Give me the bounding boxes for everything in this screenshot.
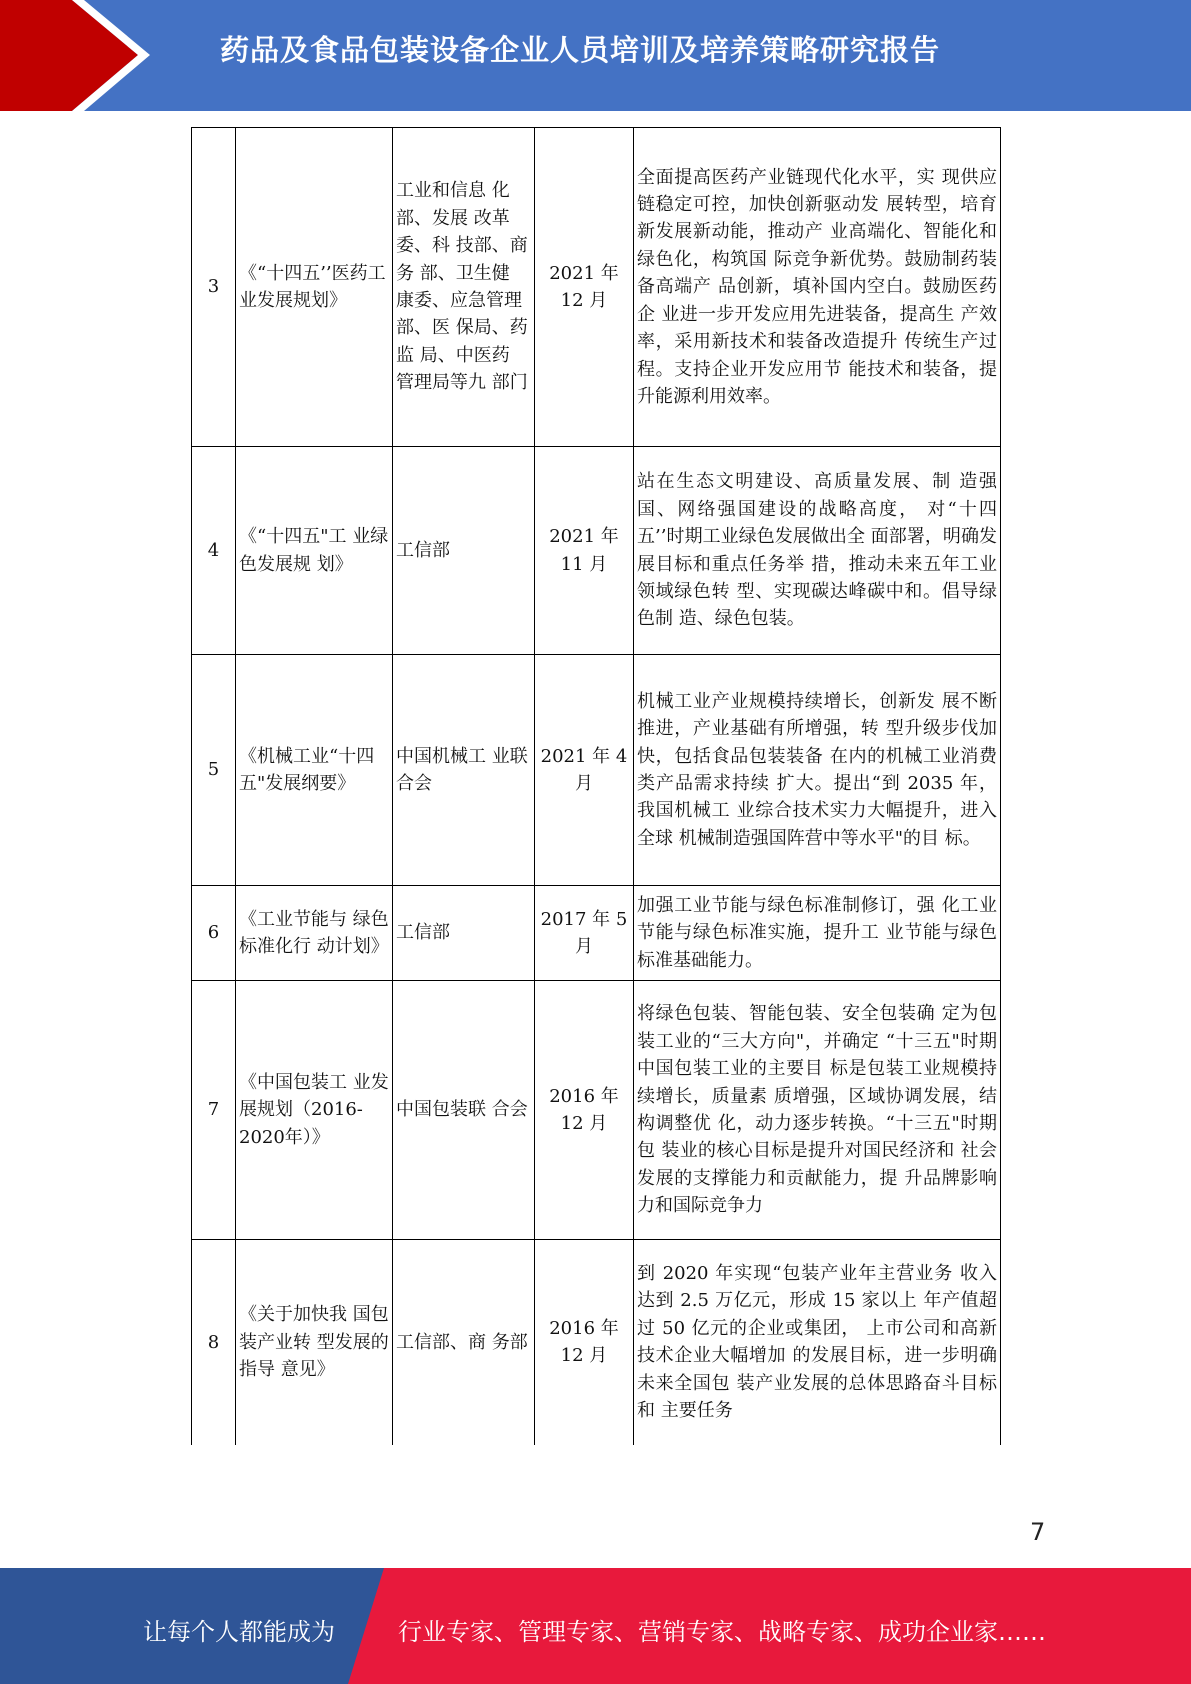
table-row [192, 1240, 1001, 1445]
policy-date: 2021 年 12 月 [535, 128, 634, 447]
policy-title: 《“十四五"工 业绿色发展规 划》 [236, 447, 393, 655]
footer-slogan-roles: 行业专家、管理专家、营销专家、战略专家、成功企业家…… [398, 1618, 1046, 1646]
policy-issuer: 工信部、商 务部 [393, 1240, 535, 1445]
policy-title: 《关于加快我 国包装产业转 型发展的指导 意见》 [236, 1240, 393, 1445]
policy-date: 2016 年 12 月 [535, 981, 634, 1240]
table-row [192, 886, 1001, 981]
policy-issuer: 工信部 [393, 886, 535, 981]
policy-issuer: 工业和信息 化部、发展 改革委、科 技部、商务 部、卫生健 康委、应急管理部、医 保局、药监 局、中医药 管理局等九 部门 [393, 128, 535, 447]
policy-content: 加强工业节能与绿色标准制修订，强 化工业节能与绿色标准实施，提升工 业节能与绿色标准基础能力。 [634, 886, 1001, 981]
table-row [192, 655, 1001, 886]
policy-title: 《工业节能与 绿色标准化行 动计划》 [236, 886, 393, 981]
policy-content: 机械工业产业规模持续增长，创新发 展不断推进，产业基础有所增强，转 型升级步伐加快，包括食品包装装备 在内的机械工业消费类产品需求持续 扩大。提出“到 2035 年，我国机械工 业综合技术实力大幅提升，进入全球 机械制造强国阵营中等水平"的目 标。 [634, 655, 1001, 886]
policy-content: 站在生态文明建设、高质量发展、制 造强国、网络强国建设的战略高度， 对“十四五’’时期工业绿色发展做出全 面部署，明确发展目标和重点任务举 措，推动未来五年工业领域绿色转 型、实现碳达峰碳中和。倡导绿色制 造、绿色包装。 [634, 447, 1001, 655]
footer-slogan-lead: 让每个人都能成为 [143, 1618, 335, 1646]
policy-table [191, 127, 1001, 1445]
report-title: 药品及食品包装设备企业人员培训及培养策略研究报告 [220, 33, 941, 67]
row-number: 7 [192, 981, 236, 1240]
policy-date: 2016 年 12 月 [535, 1240, 634, 1445]
page-header [0, 0, 1191, 111]
policy-date: 2021 年 11 月 [535, 447, 634, 655]
policy-title: 《机械工业“十四五"发展纲要》 [236, 655, 393, 886]
policy-date: 2017 年 5 月 [535, 886, 634, 981]
policy-content: 全面提高医药产业链现代化水平，实 现供应链稳定可控，加快创新驱动发 展转型，培育新发展新动能，推动产 业高端化、智能化和绿色化，构筑国 际竞争新优势。鼓励制药装备高端产 品创新，填补国内空白。鼓励医药企 业进一步开发应用先进装备，提高生 产效率，采用新技术和装备改造提升 传统生产过程。支持企业开发应用节 能技术和装备，提升能源利用效率。 [634, 128, 1001, 447]
row-number: 4 [192, 447, 236, 655]
policy-date: 2021 年 4 月 [535, 655, 634, 886]
policy-content: 到 2020 年实现“包装产业年主营业务 收入达到 2.5 万亿元，形成 15 家以上 年产值超过 50 亿元的企业或集团， 上市公司和高新技术企业大幅增加 的发展目标，进一步明确未来全国包 装产业发展的总体思路奋斗目标和 主要任务 [634, 1240, 1001, 1445]
page-number: 7 [1030, 1518, 1046, 1546]
row-number: 3 [192, 128, 236, 447]
policy-issuer: 中国机械工 业联合会 [393, 655, 535, 886]
policy-title: 《中国包装工 业发展规划（2016-2020年）》 [236, 981, 393, 1240]
policy-content: 将绿色包装、智能包装、安全包装确 定为包装工业的“三大方向"，并确定 “十三五"时期中国包装工业的主要目 标是包装工业规模持续增长，质量素 质增强，区域协调发展，结构调整优 化，动力逐步转换。“十三五"时期包 装业的核心目标是提升对国民经济和 社会发展的支撑能力和贡献能力，提 升品牌影响力和国际竞争力 [634, 981, 1001, 1240]
row-number: 5 [192, 655, 236, 886]
table-row [192, 128, 1001, 447]
row-number: 6 [192, 886, 236, 981]
policy-title: 《“十四五’’医药工业发展规划》 [236, 128, 393, 447]
table-row [192, 981, 1001, 1240]
policy-issuer: 中国包装联 合会 [393, 981, 535, 1240]
policy-issuer: 工信部 [393, 447, 535, 655]
page-footer [0, 1568, 1191, 1684]
row-number: 8 [192, 1240, 236, 1445]
table-row [192, 447, 1001, 655]
